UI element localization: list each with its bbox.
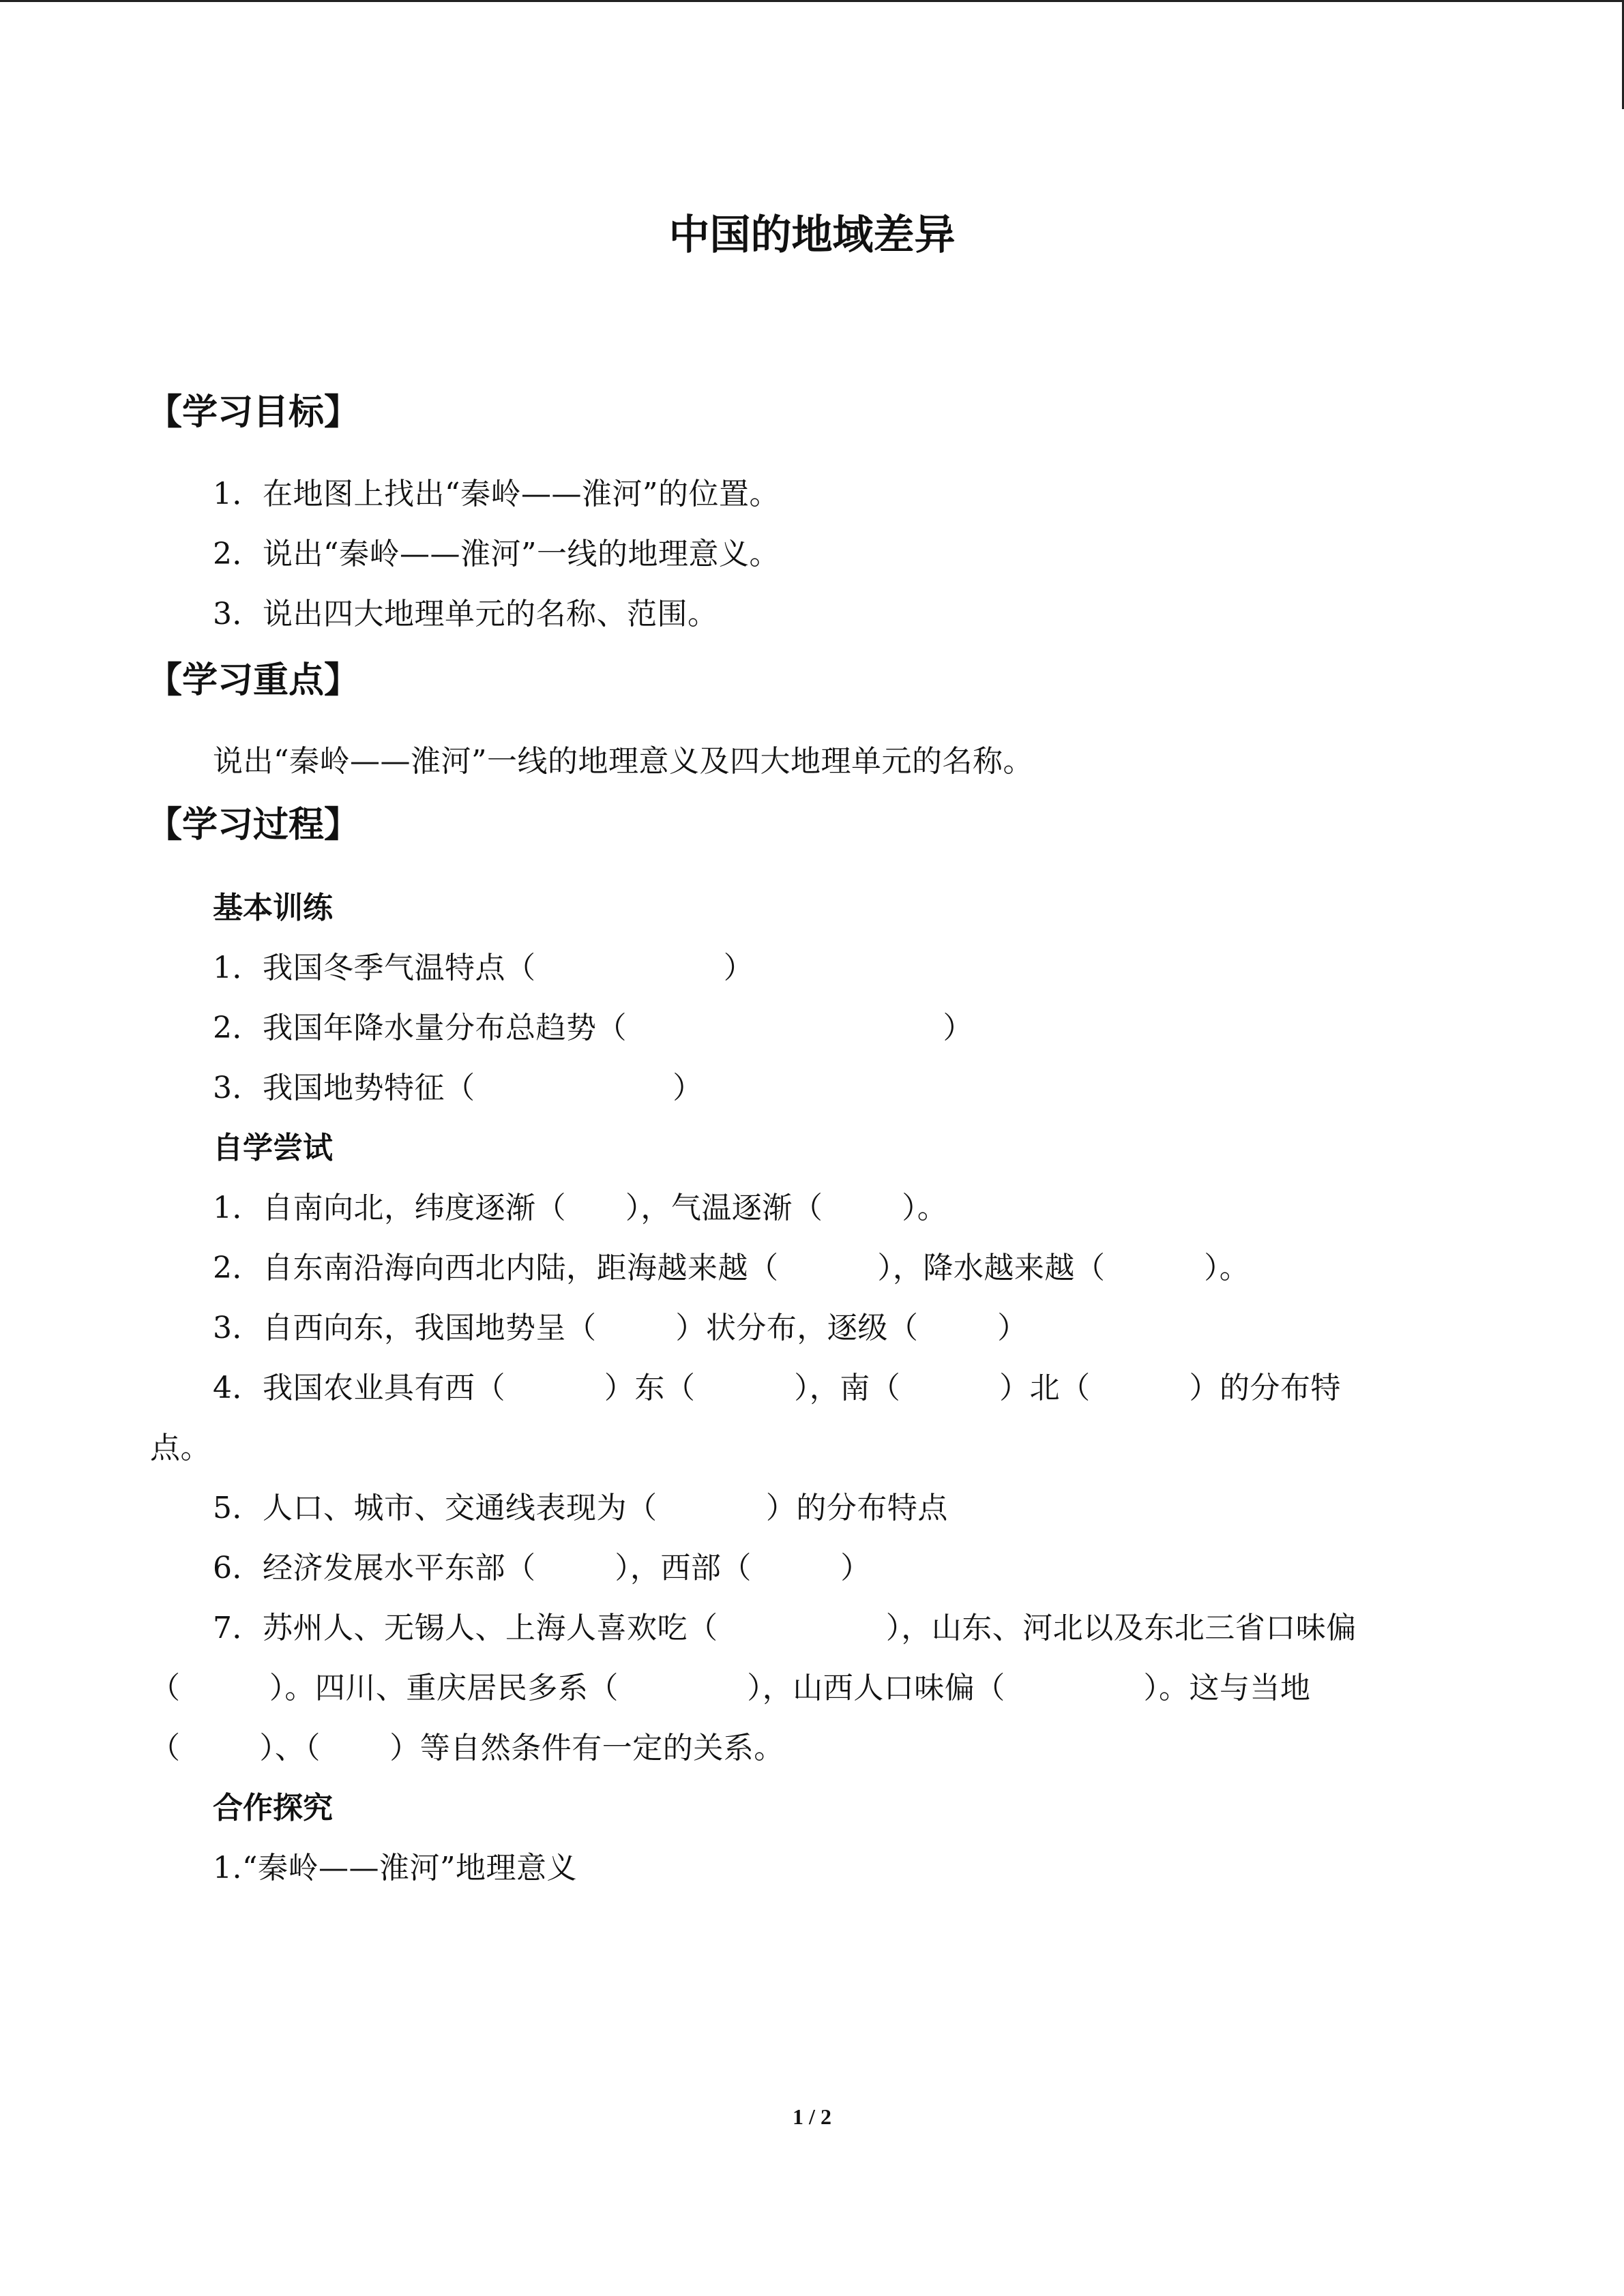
page-top-border — [0, 0, 1624, 2]
basic-item-1: 1．我国冬季气温特点（ ） — [213, 951, 754, 985]
page-number: 1 / 2 — [793, 2104, 831, 2129]
subhead-cooperative-inquiry: 合作探究 — [213, 1791, 333, 1825]
basic-item-3: 3．我国地势特征（ ） — [213, 1071, 703, 1105]
self-item-2: 2．自东南沿海向西北内陆，距海越来越（ ），降水越来越（ ）。 — [213, 1251, 1250, 1285]
self-item-4-cont: 点。 — [150, 1431, 211, 1465]
self-item-7-cont-2: （ ）、（ ）等自然条件有一定的关系。 — [150, 1731, 784, 1765]
self-item-6: 6．经济发展水平东部（ ），西部（ ） — [213, 1551, 871, 1585]
basic-item-2: 2．我国年降水量分布总趋势（ ） — [213, 1011, 974, 1045]
self-item-4: 4．我国农业具有西（ ）东（ ），南（ ）北（ ）的分布特 — [213, 1371, 1341, 1405]
goal-item-1: 1．在地图上找出“秦岭——淮河”的位置。 — [213, 477, 780, 511]
goal-item-3: 3．说出四大地理单元的名称、范围。 — [213, 597, 718, 631]
goal-item-2: 2．说出“秦岭——淮河”一线的地理意义。 — [213, 537, 780, 571]
coop-item-1: 1.“秦岭——淮河”地理意义 — [213, 1851, 577, 1885]
document-title: 中国的地域差异 — [668, 211, 956, 259]
heading-learning-process: 【学习过程】 — [147, 805, 360, 846]
self-item-7-cont-1: （ ）。四川、重庆居民多系（ ），山西人口味偏（ ）。这与当地 — [150, 1671, 1311, 1705]
heading-learning-focus: 【学习重点】 — [147, 660, 360, 701]
self-item-1: 1．自南向北，纬度逐渐（ ），气温逐渐（ ）。 — [213, 1191, 948, 1225]
self-item-7: 7．苏州人、无锡人、上海人喜欢吃（ ），山东、河北以及东北三省口味偏 — [213, 1611, 1357, 1645]
subhead-basic-training: 基本训练 — [213, 891, 333, 925]
subhead-self-study: 自学尝试 — [213, 1131, 333, 1165]
focus-text: 说出“秦岭——淮河”一线的地理意义及四大地理单元的名称。 — [213, 744, 1033, 779]
heading-learning-goals: 【学习目标】 — [147, 392, 360, 433]
self-item-5: 5．人口、城市、交通线表现为（ ）的分布特点 — [213, 1491, 948, 1525]
self-item-3: 3．自西向东，我国地势呈（ ）状分布，逐级（ ） — [213, 1311, 1028, 1345]
